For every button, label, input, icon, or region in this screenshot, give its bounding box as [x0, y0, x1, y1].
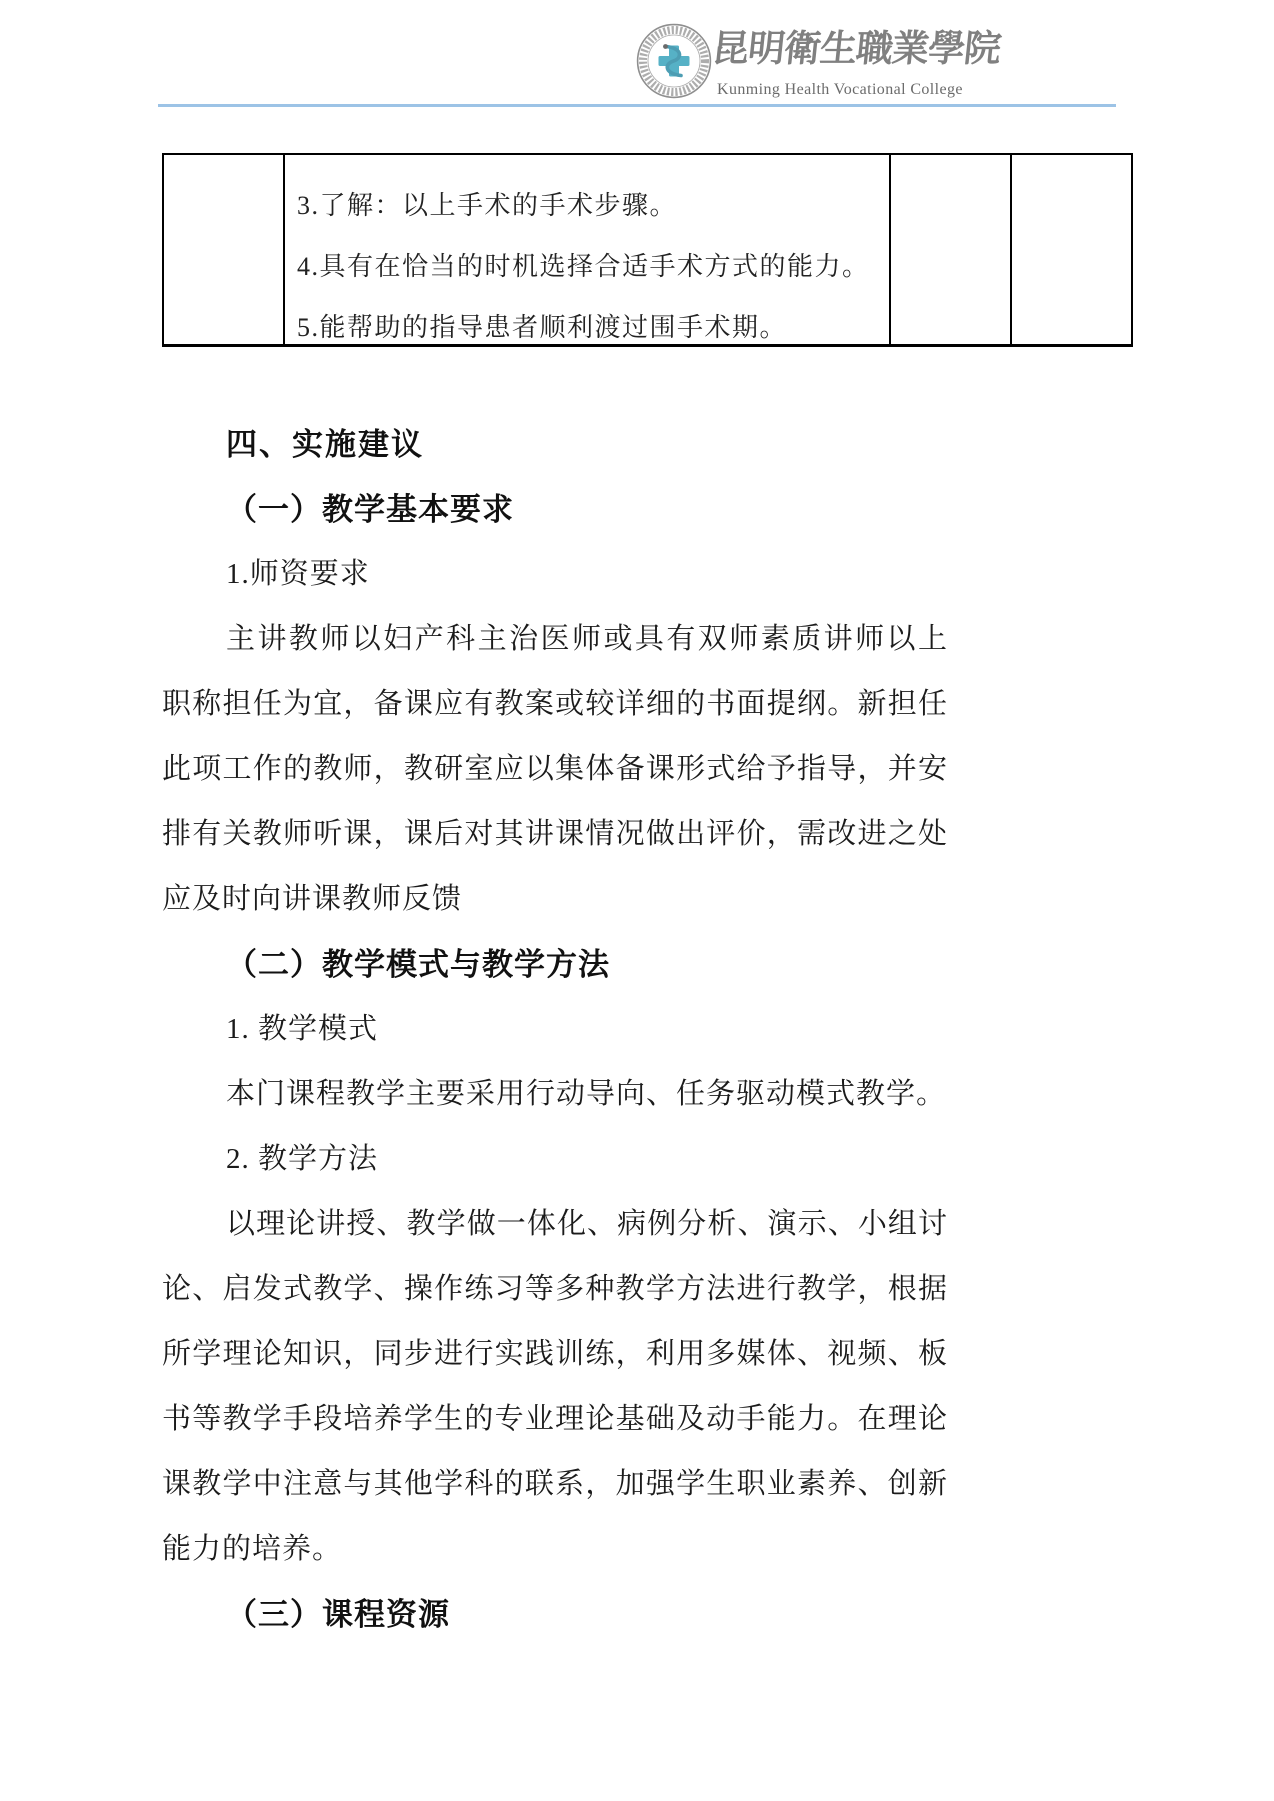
college-seal-icon — [636, 23, 712, 99]
text-line: 论、启发式教学、操作练习等多种教学方法进行教学，根据 — [162, 1273, 948, 1305]
college-name-calligraphy: 昆明衛生職業學院 — [709, 29, 1003, 70]
text-line: 1. 教学模式 — [226, 1013, 379, 1045]
document-body — [162, 412, 948, 1647]
text-line: 排有关教师听课，课后对其讲课情况做出评价，需改进之处 — [162, 818, 948, 850]
table-cell-empty-mid — [889, 155, 1010, 344]
table-cell-empty-left — [164, 155, 283, 344]
table-cell-empty-right — [1010, 155, 1131, 344]
text-line: 所学理论知识，同步进行实践训练，利用多媒体、视频、板 — [162, 1338, 948, 1370]
objectives-table — [162, 153, 1133, 347]
text-line: （三）课程资源 — [226, 1597, 450, 1632]
table-cell-line: 3.了解：以上手术的手术步骤。 — [297, 191, 678, 220]
text-line: 以理论讲授、教学做一体化、病例分析、演示、小组讨 — [226, 1208, 948, 1240]
text-line: 职称担任为宜，备课应有教案或较详细的书面提纲。新担任 — [162, 688, 948, 720]
text-line: 1.师资要求 — [226, 558, 370, 590]
text-line: 2. 教学方法 — [226, 1143, 379, 1175]
text-line: 四、实施建议 — [226, 427, 424, 462]
text-line: 能力的培养。 — [162, 1533, 343, 1565]
text-line: （一）教学基本要求 — [226, 492, 514, 527]
table-cell-line: 4.具有在恰当的时机选择合适手术方式的能力。 — [297, 252, 870, 281]
text-line: （二）教学模式与教学方法 — [226, 947, 610, 982]
text-line: 主讲教师以妇产科主治医师或具有双师素质讲师以上 — [226, 623, 948, 655]
college-name-english: Kunming Health Vocational College — [717, 81, 963, 98]
text-line: 书等教学手段培养学生的专业理论基础及动手能力。在理论 — [162, 1403, 948, 1435]
text-line: 课教学中注意与其他学科的联系，加强学生职业素养、创新 — [162, 1468, 948, 1500]
header-divider-line — [158, 104, 1116, 107]
table-cell-line: 5.能帮助的指导患者顺利渡过围手术期。 — [297, 313, 788, 342]
table-cell-objectives — [283, 155, 889, 344]
text-line: 本门课程教学主要采用行动导向、任务驱动模式教学。 — [226, 1078, 947, 1110]
text-line: 此项工作的教师，教研室应以集体备课形式给予指导，并安 — [162, 753, 948, 785]
text-line: 应及时向讲课教师反馈 — [162, 883, 463, 915]
